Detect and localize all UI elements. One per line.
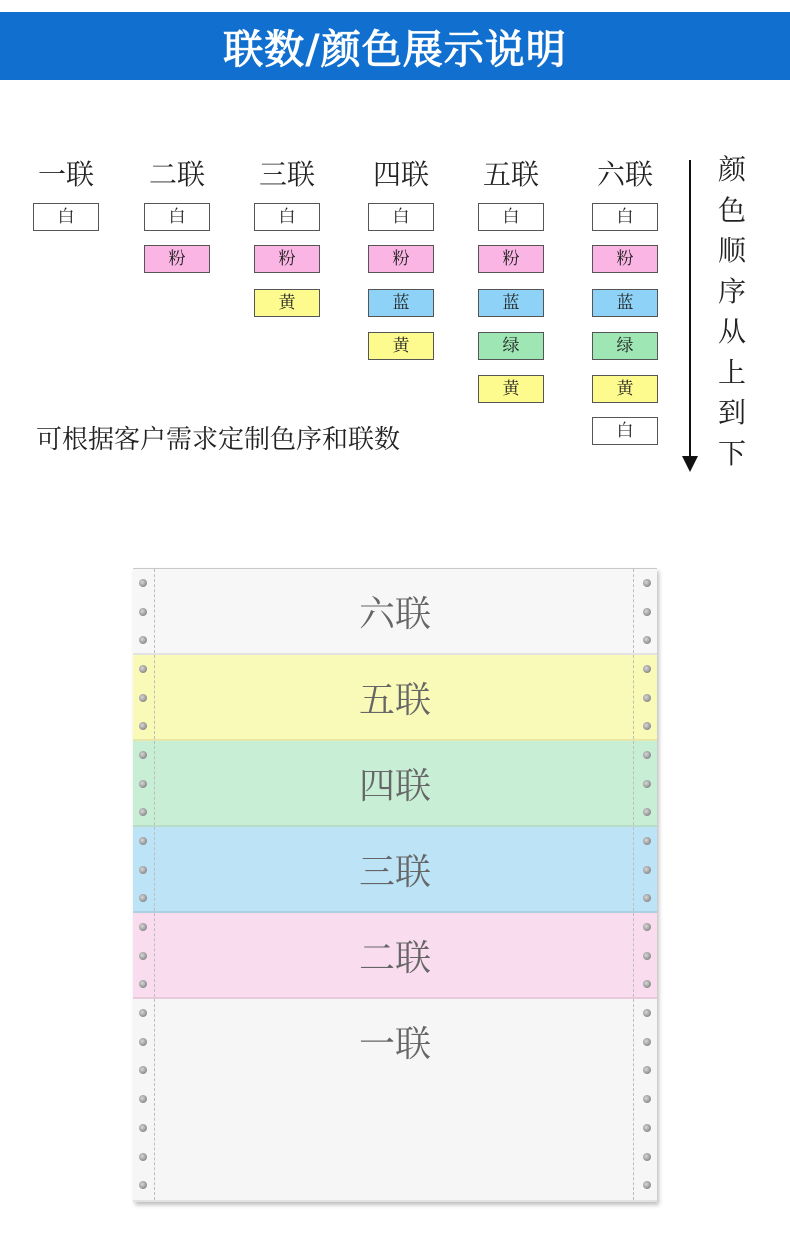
tractor-hole [643,1153,651,1161]
tractor-hole [139,808,147,816]
tractor-hole [139,980,147,988]
customization-note: 可根据客户需求定制色序和联数 [36,425,401,455]
tractor-hole [643,837,651,845]
paper-ply [133,741,657,827]
vertical-text-char: 序 [717,274,746,308]
paper-ply-label: 二联 [358,938,431,979]
tractor-hole [643,780,651,788]
tractor-hole [643,722,651,730]
paper-ply [133,655,657,741]
paper-ply-label: 五联 [358,680,431,721]
perforation-line-right [633,999,634,1200]
tractor-hole [139,636,147,644]
vertical-text-char: 颜 [717,153,746,186]
color-chip: 蓝 [478,289,544,317]
vertical-text-char: 从 [717,315,746,348]
color-chip: 黄 [254,289,320,317]
tractor-hole [139,837,147,845]
perforation-line-right [633,655,634,739]
ply-column-title: 二联 [148,158,205,191]
color-chip: 白 [592,417,658,445]
tractor-hole [139,1181,147,1189]
tractor-hole [139,923,147,931]
perforation-line-left [154,827,155,911]
perforation-line-right [633,741,634,825]
color-chip: 白 [368,203,434,231]
color-chip: 白 [33,203,99,231]
color-chip: 蓝 [592,289,658,317]
tractor-hole [643,894,651,902]
tractor-hole [139,952,147,960]
paper-stack-illustration [133,568,657,1202]
color-chip: 粉 [592,245,658,273]
tractor-hole [139,694,147,702]
perforation-line-right [633,569,634,653]
tractor-hole [643,808,651,816]
ply-column-title: 六联 [596,158,653,191]
tractor-hole [139,1153,147,1161]
tractor-hole [643,636,651,644]
tractor-hole [643,694,651,702]
tractor-hole [139,780,147,788]
color-chip: 绿 [478,332,544,360]
paper-ply-label: 一联 [358,1024,431,1065]
paper-ply [133,913,657,999]
tractor-hole [139,665,147,673]
color-chip: 白 [254,203,320,231]
color-chip: 蓝 [368,289,434,317]
perforation-line-left [154,913,155,997]
ply-column-title: 三联 [258,158,315,191]
vertical-text-char: 色 [717,193,746,227]
vertical-text-char: 上 [717,355,746,389]
tractor-hole [643,866,651,874]
paper-ply-label: 四联 [358,766,431,807]
tractor-hole [643,608,651,616]
perforation-line-left [154,569,155,653]
tractor-hole [643,923,651,931]
perforation-line-left [154,741,155,825]
color-chip: 粉 [478,245,544,273]
paper-ply-label: 三联 [358,852,431,893]
tractor-hole [643,1095,651,1103]
vertical-text-char: 顺 [717,234,746,267]
color-chip: 黄 [478,375,544,403]
order-arrow-line [689,160,691,460]
paper-ply-label: 六联 [358,594,431,635]
header-banner [0,12,790,80]
tractor-hole [139,1066,147,1074]
paper-ply [133,999,657,1202]
perforation-line-left [154,655,155,739]
tractor-hole [139,1124,147,1132]
color-order-vertical-text [712,150,752,474]
tractor-hole [139,722,147,730]
down-arrow-icon [682,456,698,472]
tractor-hole [643,980,651,988]
page-title: 联数/颜色展示说明 [223,26,567,73]
vertical-text-char: 到 [717,396,746,429]
tractor-hole [139,579,147,587]
tractor-hole [643,579,651,587]
color-chip: 粉 [254,245,320,273]
tractor-hole [643,1181,651,1189]
ply-column-title: 一联 [37,158,94,191]
tractor-hole [139,1009,147,1017]
tractor-hole [139,894,147,902]
color-chip: 白 [592,203,658,231]
perforation-line-right [633,913,634,997]
perforation-line-right [633,827,634,911]
perforation-line-left [154,999,155,1200]
color-chip: 白 [144,203,210,231]
tractor-hole [643,1066,651,1074]
vertical-text-char: 下 [717,436,746,470]
color-chip: 黄 [592,375,658,403]
paper-ply [133,827,657,913]
color-chip: 白 [478,203,544,231]
tractor-hole [139,866,147,874]
tractor-hole [139,1038,147,1046]
tractor-hole [139,751,147,759]
color-chip: 黄 [368,332,434,360]
color-chip: 粉 [368,245,434,273]
tractor-hole [643,1038,651,1046]
tractor-hole [643,751,651,759]
color-chip: 粉 [144,245,210,273]
paper-ply [133,569,657,655]
tractor-hole [139,608,147,616]
tractor-hole [643,1009,651,1017]
ply-column-title: 四联 [372,158,429,191]
color-chip: 绿 [592,332,658,360]
tractor-hole [643,952,651,960]
tractor-hole [643,665,651,673]
tractor-hole [139,1095,147,1103]
tractor-hole [643,1124,651,1132]
ply-column-title: 五联 [482,158,539,191]
